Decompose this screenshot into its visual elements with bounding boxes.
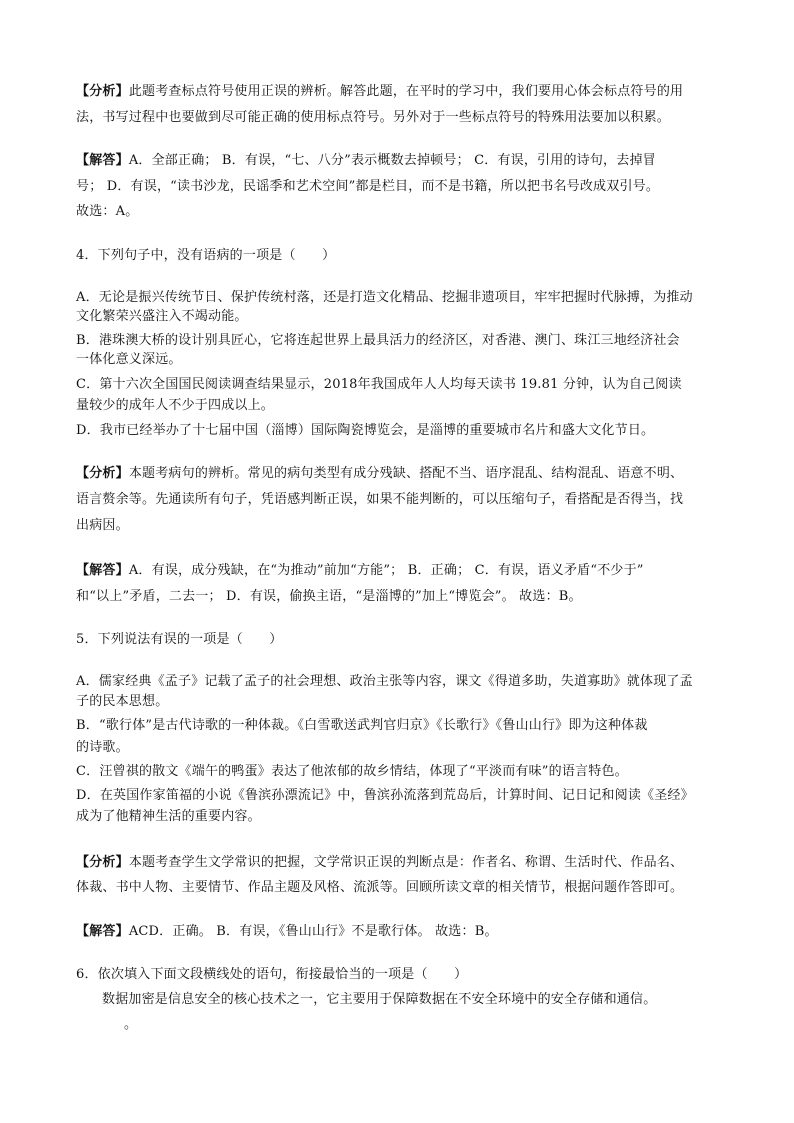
question-5-option-b: B．“歌行体”是古代诗歌的一种体裁。《白雪歌送武判官归京》《长歌行》《鲁山山行》即为这种体裁 <box>76 718 648 733</box>
question-5-option-c: C．汪曾祺的散文《端午的鸭蛋》表达了他浓郁的故乡情结，体现了“平淡而有味”的语言特色。 <box>76 764 628 779</box>
question-4-option-b: B．港珠澳大桥的设计别具匠心，它将连起世界上最具活力的经济区，对香港、澳门、珠江三地经济社会 <box>76 333 680 348</box>
analysis-label: 【分析】 <box>76 84 129 99</box>
question-5-option-a-cont: 子的民本思想。 <box>76 694 169 709</box>
answer-3-line-2: 号； D．有误，“读书沙龙，民谣季和艺术空间”都是栏目，而不是书籍，所以把书名号改成双引号。 <box>76 179 660 194</box>
answer-3-line-3: 故选：A。 <box>76 204 139 219</box>
question-4-option-b-cont: 一体化意义深远。 <box>76 352 182 367</box>
question-5-option-d: D．在英国作家笛福的小说《鲁滨孙漂流记》中，鲁滨孙流落到荒岛后，计算时间、记日记和阅读《圣经》 <box>76 788 694 803</box>
answer-3-line-1: 【解答】A．全部正确； B．有误，“七、八分”表示概数去掉顿号； C．有误，引用的诗句，去掉冒 <box>76 153 656 168</box>
analysis-4-line-2: 语言赘余等。先通读所有句子，凭语感判断正误，如果不能判断的，可以压缩句子，看搭配是否得当，找 <box>76 492 684 507</box>
question-4-option-d: D．我市已经举办了十七届中国（淄博）国际陶瓷博览会，是淄博的重要城市名片和盛大文化节日。 <box>76 423 655 438</box>
analysis-3-line-2: 法，书写过程中也要做到尽可能正确的使用标点符号。另外对于一些标点符号的特殊用法要加以积累。 <box>76 110 671 125</box>
analysis-5-line-2: 体裁、书中人物、主要情节、作品主题及风格、流派等。回顾所读文章的相关情节，根据问题作答即可。 <box>76 880 684 895</box>
question-4-option-a-cont: 文化繁荣兴盛注入不竭动能。 <box>76 309 248 324</box>
question-5-option-a: A．儒家经典《孟子》记载了孟子的社会理想、政治主张等内容，课文《得道多助，失道寡助》就体现了孟 <box>76 674 693 689</box>
analysis-4-line-1: 【分析】本题考病句的辨析。常见的病句类型有成分残缺、搭配不当、语序混乱、结构混乱、语意不明、 <box>76 466 684 481</box>
answer-label: 【解答】 <box>76 924 129 939</box>
analysis-4-line-3: 出病因。 <box>76 518 129 533</box>
analysis-label: 【分析】 <box>76 855 129 870</box>
question-6-passage-blank: 。 <box>124 1017 138 1032</box>
question-5-option-b-cont: 的诗歌。 <box>76 740 129 755</box>
question-6-passage-line-1: 数据加密是信息安全的核心技术之一，它主要用于保障数据在不安全环境中的安全存储和通信。 <box>102 992 657 1007</box>
question-4-option-c-cont: 量较少的成年人不少于四成以上。 <box>76 398 275 413</box>
question-6-stem: 6．依次填入下面文段横线处的语句，衔接最恰当的一项是（ ） <box>76 967 468 982</box>
analysis-3-line-1: 【分析】此题考查标点符号使用正误的辨析。解答此题，在平时的学习中，我们要用心体会标点符号的用 <box>76 84 684 99</box>
answer-label: 【解答】 <box>76 153 129 168</box>
question-5-stem: 5．下列说法有误的一项是（ ） <box>76 632 283 647</box>
answer-label: 【解答】 <box>76 563 129 578</box>
question-4-stem: 4．下列句子中，没有语病的一项是（ ） <box>76 248 336 263</box>
analysis-5-line-1: 【分析】本题考查学生文学常识的把握，文学常识正误的判断点是：作者名、称谓、生活时代、作品名、 <box>76 855 684 870</box>
question-4-option-a: A．无论是振兴传统节日、保护传统村落，还是打造文化精品、挖掘非遗项目，牢牢把握时代脉搏，为推动 <box>76 290 693 305</box>
answer-5-line-1: 【解答】ACD．正确。 B．有误，《鲁山山行》不是歌行体。 故选：B。 <box>76 924 498 939</box>
analysis-label: 【分析】 <box>76 466 129 481</box>
answer-4-line-1: 【解答】A．有误，成分残缺，在“为推动”前加“方能”； B．正确； C．有误，语义矛盾“不少于” <box>76 563 644 578</box>
answer-4-line-2: 和“以上”矛盾，二去一； D．有误，偷换主语，“是淄博的”加上“博览会”。 故选：B。 <box>76 589 582 604</box>
question-4-option-c: C．第十六次全国国民阅读调查结果显示，2018年我国成年人人均每天读书 19.81 分钟，认为自己阅读 <box>76 377 682 392</box>
question-5-option-d-cont: 成为了他精神生活的重要内容。 <box>76 809 261 824</box>
